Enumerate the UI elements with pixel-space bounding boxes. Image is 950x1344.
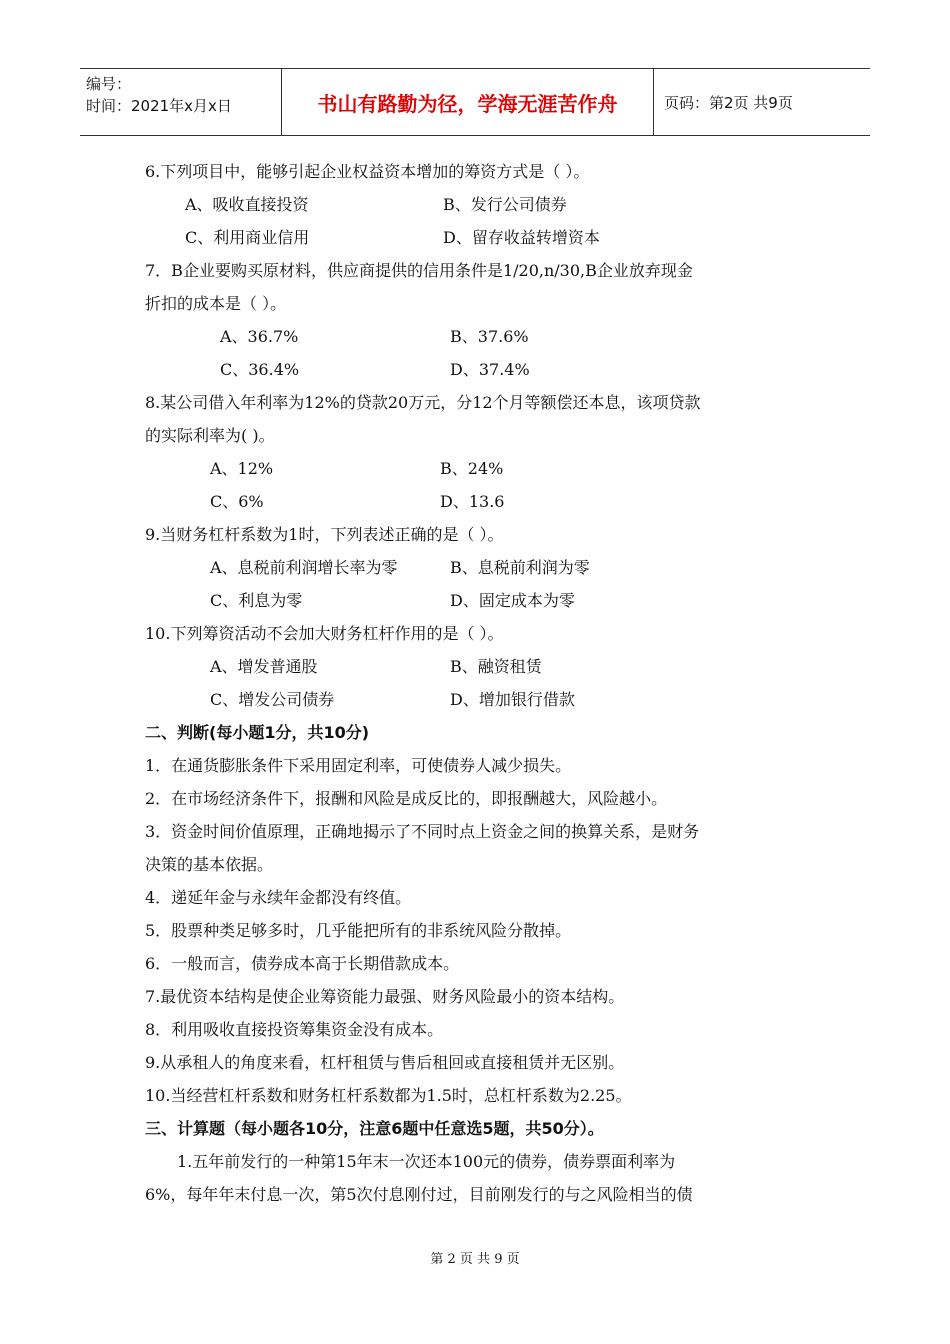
answer-option: C、36.4% — [220, 360, 300, 379]
document-body — [145, 155, 815, 1211]
judgment-list — [145, 749, 815, 1112]
judgment-item: 1．在通货膨胀条件下采用固定利率，可使债券人减少损失。 — [145, 756, 572, 775]
answer-option: C、利息为零 — [210, 591, 303, 610]
answer-option: C、利用商业信用 — [185, 228, 310, 247]
answer-option: A、36.7% — [220, 327, 299, 346]
question-stem: 8.某公司借入年利率为12%的贷款20万元，分12个月等额偿还本息，该项贷款 — [145, 393, 701, 412]
calc-questions — [145, 1145, 815, 1211]
judgment-item: 8．利用吸收直接投资筹集资金没有成本。 — [145, 1020, 444, 1039]
answer-option: C、增发公司债券 — [210, 690, 335, 709]
choice-questions — [145, 155, 815, 716]
calc-question-text: 6%，每年年末付息一次，第5次付息刚付过，目前刚发行的与之风险相当的债 — [145, 1185, 693, 1204]
question-block — [145, 518, 815, 617]
answer-option: A、吸收直接投资 — [185, 195, 309, 214]
option-row — [145, 584, 815, 617]
answer-option: D、37.4% — [450, 360, 530, 379]
calc-question-text: 1.五年前发行的一种第15年末一次还本100元的债券，债券票面利率为 — [177, 1152, 676, 1171]
judgment-item: 7.最优资本结构是使企业筹资能力最强、财务风险最小的资本结构。 — [145, 987, 625, 1006]
judgment-item: 6．一般而言，债券成本高于长期借款成本。 — [145, 954, 460, 973]
date-label: 时间：2021年x月x日 — [86, 97, 232, 115]
option-row — [145, 320, 815, 353]
section-2-title: 二、判断(每小题1分，共10分) — [145, 723, 370, 742]
answer-option: C、6% — [210, 492, 264, 511]
judgment-item: 3．资金时间价值原理，正确地揭示了不同时点上资金之间的换算关系，是财务 — [145, 822, 700, 841]
option-row — [145, 650, 815, 683]
question-block — [145, 386, 815, 518]
option-row — [145, 683, 815, 716]
question-block — [145, 155, 815, 254]
question-stem: 10.下列筹资活动不会加大财务杠杆作用的是（ ）。 — [145, 624, 504, 643]
option-row — [145, 551, 815, 584]
page-header — [80, 68, 870, 136]
answer-option: B、24% — [440, 459, 504, 478]
number-label: 编号： — [86, 75, 132, 93]
answer-option: A、增发普通股 — [210, 657, 318, 676]
option-row — [145, 353, 815, 386]
judgment-item: 决策的基本依据。 — [145, 855, 274, 874]
option-row — [145, 188, 815, 221]
option-row — [145, 485, 815, 518]
answer-option: B、融资租赁 — [450, 657, 542, 676]
answer-option: B、息税前利润为零 — [450, 558, 590, 577]
question-stem: 7．B企业要购买原材料，供应商提供的信用条件是1/20,n/30,B企业放弃现金 — [145, 261, 693, 280]
answer-option: B、37.6% — [450, 327, 529, 346]
answer-option: D、固定成本为零 — [450, 591, 575, 610]
answer-option: B、发行公司债券 — [443, 195, 567, 214]
question-stem: 9.当财务杠杆系数为1时，下列表述正确的是（ ）。 — [145, 525, 504, 544]
question-stem: 6.下列项目中，能够引起企业权益资本增加的筹资方式是（ ）。 — [145, 162, 590, 181]
answer-option: A、12% — [210, 459, 274, 478]
question-block — [145, 254, 815, 386]
answer-option: D、留存收益转增资本 — [443, 228, 600, 247]
judgment-item: 9.从承租人的角度来看，杠杆租赁与售后租回或直接租赁并无区别。 — [145, 1053, 625, 1072]
header-meta — [80, 69, 282, 135]
option-row — [145, 221, 815, 254]
header-motto: 书山有路勤为径，学海无涯苦作舟 — [282, 69, 654, 135]
judgment-item: 4．递延年金与永续年金都没有终值。 — [145, 888, 412, 907]
page-footer: 第 2 页 共 9 页 — [430, 1252, 520, 1267]
answer-option: D、增加银行借款 — [450, 690, 575, 709]
option-row — [145, 452, 815, 485]
judgment-item: 2．在市场经济条件下，报酬和风险是成反比的，即报酬越大，风险越小。 — [145, 789, 668, 808]
question-stem: 的实际利率为( )。 — [145, 426, 275, 445]
judgment-item: 5．股票种类足够多时，几乎能把所有的非系统风险分散掉。 — [145, 921, 572, 940]
section-3-title: 三、计算题（每小题各10分，注意6题中任意选5题，共50分）。 — [145, 1119, 604, 1138]
question-stem: 折扣的成本是（ ）。 — [145, 294, 287, 313]
header-page-label: 页码：第2页 共9页 — [664, 93, 793, 112]
answer-option: D、13.6 — [440, 492, 505, 511]
judgment-item: 10.当经营杠杆系数和财务杠杆系数都为1.5时，总杠杆系数为2.25。 — [145, 1086, 632, 1105]
answer-option: A、息税前利润增长率为零 — [210, 558, 398, 577]
question-block — [145, 617, 815, 716]
